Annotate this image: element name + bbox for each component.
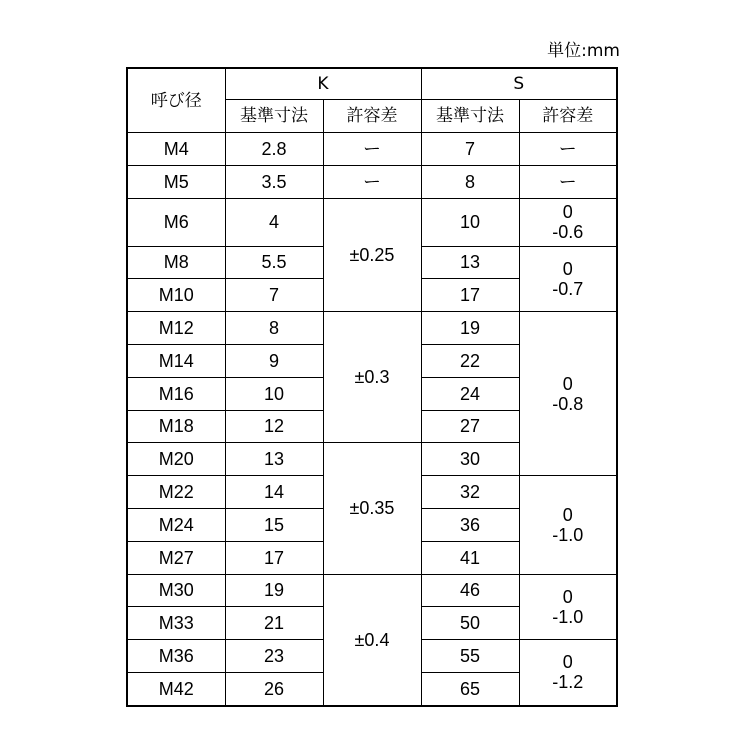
k-basic-cell: 8 [225,312,323,345]
nominal-cell: M4 [127,133,225,166]
header-s-basic: 基準寸法 [421,100,519,133]
nominal-cell: M16 [127,377,225,410]
nominal-cell: M30 [127,574,225,607]
s-tolerance-cell: 0 -1.2 [519,640,617,706]
s-tolerance-cell: ー [519,133,617,166]
s-basic-cell: 7 [421,133,519,166]
header-k-basic: 基準寸法 [225,100,323,133]
s-tolerance-cell: 0 -0.6 [519,198,617,246]
k-basic-cell: 17 [225,541,323,574]
k-basic-cell: 4 [225,198,323,246]
k-tolerance-cell: ±0.4 [323,574,421,706]
s-tolerance-cell: 0 -1.0 [519,574,617,640]
s-basic-cell: 50 [421,607,519,640]
s-basic-cell: 65 [421,672,519,705]
s-basic-cell: 27 [421,410,519,443]
s-basic-cell: 30 [421,443,519,476]
nominal-cell: M6 [127,198,225,246]
k-basic-cell: 7 [225,279,323,312]
nominal-cell: M27 [127,541,225,574]
nominal-cell: M42 [127,672,225,705]
s-basic-cell: 32 [421,476,519,509]
nominal-cell: M18 [127,410,225,443]
s-basic-cell: 22 [421,344,519,377]
nominal-cell: M36 [127,640,225,673]
s-tolerance-cell: 0 -0.7 [519,246,617,312]
k-basic-cell: 21 [225,607,323,640]
s-tolerance-cell: 0 -1.0 [519,476,617,574]
nominal-cell: M33 [127,607,225,640]
nominal-cell: M12 [127,312,225,345]
k-basic-cell: 14 [225,476,323,509]
header-s-tolerance: 許容差 [519,100,617,133]
s-basic-cell: 24 [421,377,519,410]
header-k-tolerance: 許容差 [323,100,421,133]
s-tolerance-cell: ー [519,165,617,198]
header-k: K [225,68,421,100]
dimension-table [126,67,618,707]
s-basic-cell: 46 [421,574,519,607]
nominal-cell: M5 [127,165,225,198]
s-basic-cell: 8 [421,165,519,198]
s-basic-cell: 17 [421,279,519,312]
header-s: S [421,68,617,100]
k-basic-cell: 15 [225,508,323,541]
k-tolerance-cell: ー [323,133,421,166]
s-tolerance-cell: 0 -0.8 [519,312,617,476]
k-basic-cell: 5.5 [225,246,323,279]
k-tolerance-cell: ±0.25 [323,198,421,312]
k-tolerance-cell: ±0.35 [323,443,421,574]
nominal-cell: M20 [127,443,225,476]
k-basic-cell: 19 [225,574,323,607]
unit-label: 単位:mm [547,41,620,61]
nominal-cell: M22 [127,476,225,509]
k-tolerance-cell: ー [323,165,421,198]
k-basic-cell: 23 [225,640,323,673]
s-basic-cell: 13 [421,246,519,279]
s-basic-cell: 36 [421,508,519,541]
k-basic-cell: 9 [225,344,323,377]
nominal-cell: M10 [127,279,225,312]
nominal-cell: M8 [127,246,225,279]
s-basic-cell: 55 [421,640,519,673]
nominal-cell: M14 [127,344,225,377]
k-basic-cell: 26 [225,672,323,705]
k-basic-cell: 12 [225,410,323,443]
s-basic-cell: 41 [421,541,519,574]
k-basic-cell: 3.5 [225,165,323,198]
nominal-cell: M24 [127,508,225,541]
s-basic-cell: 19 [421,312,519,345]
k-basic-cell: 2.8 [225,133,323,166]
header-nominal: 呼び径 [127,68,225,133]
k-basic-cell: 13 [225,443,323,476]
k-basic-cell: 10 [225,377,323,410]
s-basic-cell: 10 [421,198,519,246]
k-tolerance-cell: ±0.3 [323,312,421,443]
